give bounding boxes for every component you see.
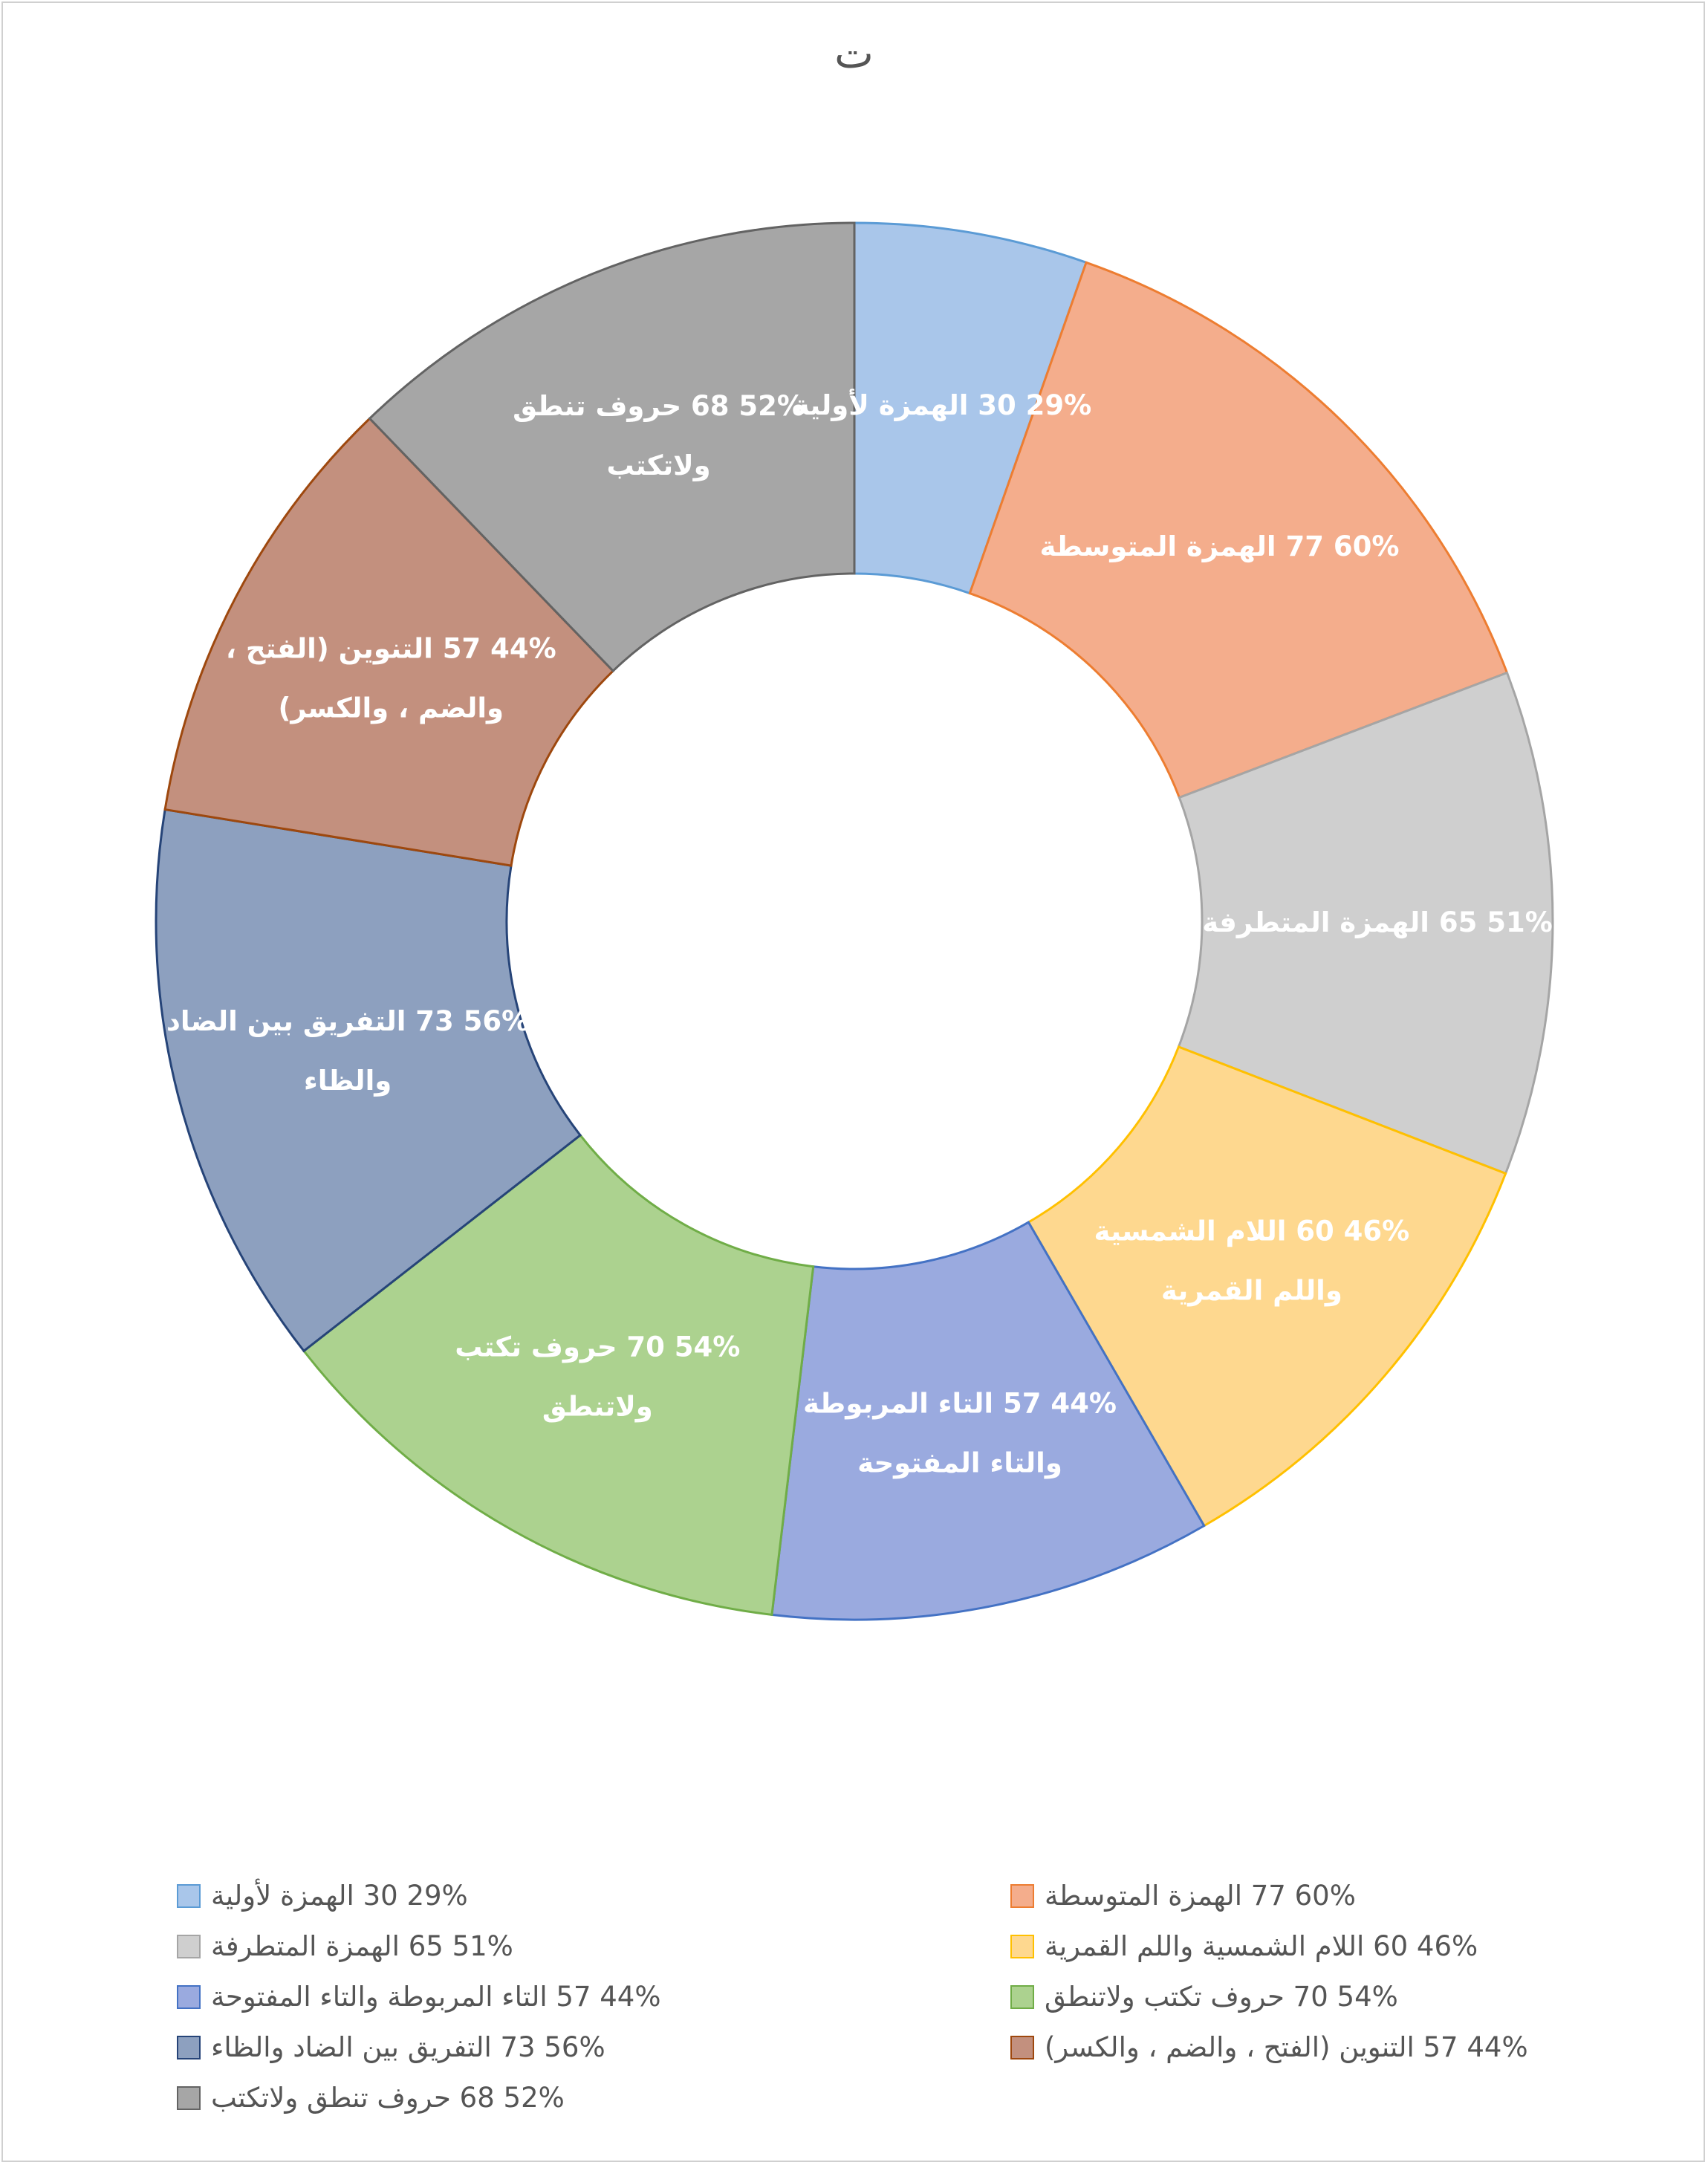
slice-data-label: 60% 77 الهمزة المتوسطة <box>1039 530 1400 562</box>
legend-item <box>1010 1880 1356 1912</box>
legend-label: 56% 73 التفريق بين الضاد والظاء <box>211 2031 605 2063</box>
slice-data-label: 54% 70 حروف تكتب ولاتنطق <box>455 1331 741 1423</box>
legend-item <box>1010 2031 1528 2063</box>
legend-item <box>1010 1981 1398 2013</box>
legend-swatch <box>177 2036 201 2059</box>
legend-item <box>177 1880 468 1912</box>
legend-label: 60% 77 الهمزة المتوسطة <box>1045 1880 1356 1912</box>
slice-data-label: 29% 30 الهمزة لأولية <box>793 389 1092 422</box>
legend-item <box>177 2082 565 2114</box>
slice-data-label: 44% 57 التاء المربوطة والتاء المفتوحة <box>802 1387 1117 1479</box>
legend-item <box>177 1981 661 2013</box>
legend-swatch <box>1010 1935 1034 1958</box>
legend-label: 52% 68 حروف تنطق ولاتكتب <box>211 2082 565 2114</box>
slice-data-label: 46% 60 اللام الشمسية واللم القمرية <box>1094 1215 1410 1307</box>
chart-title: ت <box>834 30 874 78</box>
legend-swatch <box>1010 1985 1034 2009</box>
legend-label: 44% 57 التاء المربوطة والتاء المفتوحة <box>211 1981 661 2013</box>
legend-label: 54% 70 حروف تكتب ولاتنطق <box>1045 1981 1398 2013</box>
legend-item <box>177 1930 513 1962</box>
legend-swatch <box>1010 2036 1034 2059</box>
legend-item <box>177 2031 605 2063</box>
slice-data-label: 44% 57 التنوين (الفتح ، والضم ، والكسر) <box>225 632 556 724</box>
legend-label: 29% 30 الهمزة لأولية <box>211 1880 468 1912</box>
legend-swatch <box>177 1935 201 1958</box>
legend-label: 44% 57 التنوين (الفتح ، والضم ، والكسر) <box>1045 2031 1528 2063</box>
legend-swatch <box>177 1884 201 1908</box>
legend-item <box>1010 1930 1478 1962</box>
slice-data-label: 51% 65 الهمزة المتطرفة <box>1202 906 1553 938</box>
slice-data-label: 52% 68 حروف تنطق ولاتكتب <box>513 390 805 482</box>
legend-swatch <box>1010 1884 1034 1908</box>
legend-label: 46% 60 اللام الشمسية واللم القمرية <box>1045 1930 1478 1962</box>
legend-swatch <box>177 2086 201 2110</box>
legend-swatch <box>177 1985 201 2009</box>
legend-label: 51% 65 الهمزة المتطرفة <box>211 1930 513 1962</box>
slice-data-label: 56% 73 التفريق بين الضاد والظاء <box>166 1004 530 1097</box>
